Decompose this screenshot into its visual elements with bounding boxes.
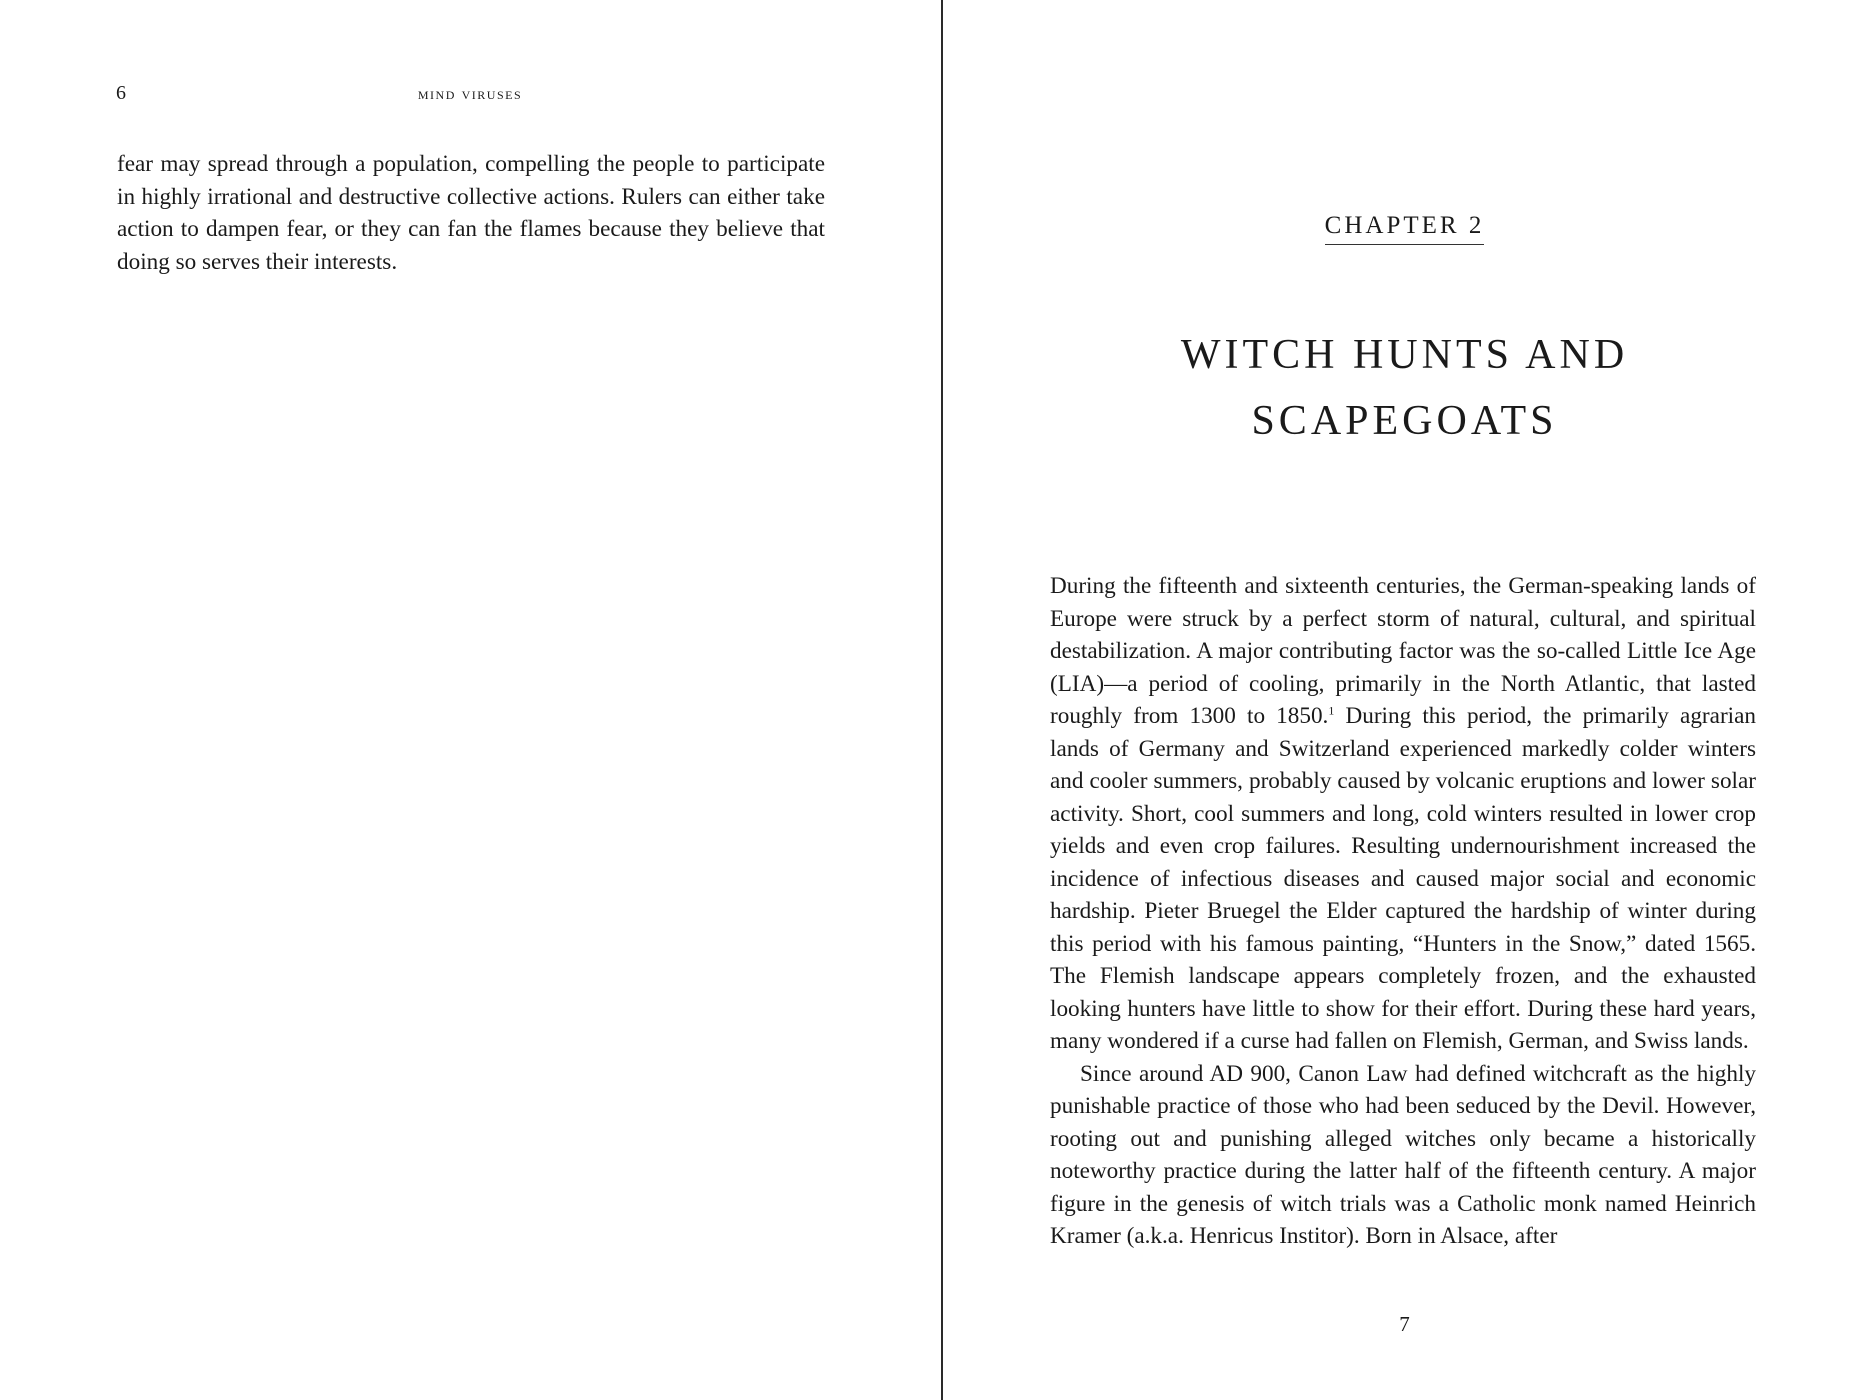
- left-page-number: 6: [116, 82, 126, 104]
- right-page-number: 7: [1399, 1312, 1410, 1336]
- right-body-text: [1050, 570, 1756, 1253]
- left-paragraph: fear may spread through a population, compelling the people to participate in highly irrational and destructive collective actions. Rulers can either take action to dampen fear, or they can fan the flames because they believe that doing so serves their interests.: [117, 151, 825, 275]
- chapter-label-text: CHAPTER 2: [1325, 212, 1485, 245]
- chapter-label: [943, 212, 1866, 245]
- chapter-title: [943, 322, 1866, 454]
- left-body-text: [117, 148, 825, 278]
- right-paragraph-2: Since around AD 900, Canon Law had defined witchcraft as the highly punishable practice of those who had been seduced by the Devil. However, rooting out and punishing alleged witches only became a historically noteworthy practice during the latter half of the fifteenth century. A major figure in the genesis of witch trials was a Catholic monk named Heinrich Kramer (a.k.a. Henricus Institor). Born in Alsace, after: [1050, 1060, 1756, 1249]
- right-page: [943, 0, 1866, 1400]
- footnote-reference[interactable]: 1: [1328, 703, 1335, 718]
- right-paragraph-1: [1050, 570, 1756, 1058]
- chapter-title-line-1: WITCH HUNTS AND: [1180, 332, 1629, 378]
- running-head: mind viruses: [417, 84, 523, 103]
- chapter-title-line-2: SCAPEGOATS: [1251, 398, 1558, 444]
- paragraph-1-part-2: During this period, the primarily agrarian lands of Germany and Switzerland experienced markedly colder winters and cooler summers, probably caused by volcanic eruptions and lower solar activity. Short, cool summers and long, cold winters resulted in lower crop yields and even crop failures. Resulting undernourishment increased the incidence of infectious diseases and caused major social and economic hardship. Pieter Bruegel the Elder captured the hardship of winter during this period with his famous painting, “Hunters in the Snow,” dated 1565. The Flemish landscape appears completely frozen, and the exhausted looking hunters have little to show for their effort. During these hard years, many wondered if a curse had fallen on Flemish, German, and Swiss lands.: [1050, 703, 1756, 1054]
- paragraph-1-part-1: During the fifteenth and sixteenth centuries, the German-speaking lands of Europe were struck by a perfect storm of natural, cultural, and spiritual destabilization. A major contributing factor was the so-called Little Ice Age (LIA)—a period of cooling, primarily in the North Atlantic, that lasted roughly from 1300 to 1850.: [1050, 573, 1756, 729]
